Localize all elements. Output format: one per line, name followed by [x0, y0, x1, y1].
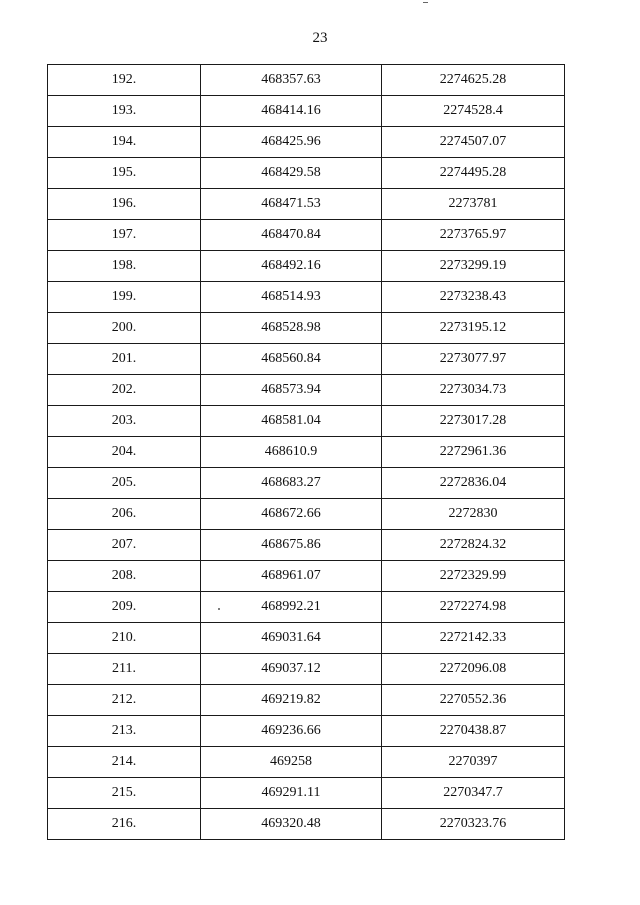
y-coordinate-cell: 2273034.73: [382, 375, 565, 406]
y-coordinate-cell: 2273238.43: [382, 282, 565, 313]
point-number-cell: 214.: [48, 747, 201, 778]
table-row: [48, 716, 565, 747]
table-row: [48, 96, 565, 127]
table-row: [48, 406, 565, 437]
point-number-cell: 196.: [48, 189, 201, 220]
y-coordinate-cell: 2272824.32: [382, 530, 565, 561]
y-coordinate-cell: 2270347.7: [382, 778, 565, 809]
y-coordinate-cell: 2273017.28: [382, 406, 565, 437]
y-coordinate-cell: 2273077.97: [382, 344, 565, 375]
x-coordinate-cell: 468470.84: [201, 220, 382, 251]
table-row: [48, 747, 565, 778]
table-row: [48, 282, 565, 313]
x-coordinate-cell: 469291.11: [201, 778, 382, 809]
scan-mark: [423, 2, 428, 3]
point-number-cell: 194.: [48, 127, 201, 158]
x-coordinate-cell: 468581.04: [201, 406, 382, 437]
point-number-cell: 197.: [48, 220, 201, 251]
y-coordinate-cell: 2273781: [382, 189, 565, 220]
x-coordinate-cell: 468425.96: [201, 127, 382, 158]
point-number-cell: 215.: [48, 778, 201, 809]
x-coordinate-cell: 469037.12: [201, 654, 382, 685]
x-coordinate-cell: 468528.98: [201, 313, 382, 344]
y-coordinate-cell: 2270552.36: [382, 685, 565, 716]
point-number-cell: 216.: [48, 809, 201, 840]
point-number-cell: 209.: [48, 592, 201, 623]
table-row: [48, 158, 565, 189]
point-number-cell: 213.: [48, 716, 201, 747]
table-row: [48, 437, 565, 468]
point-number-cell: 199.: [48, 282, 201, 313]
x-coordinate-cell: 468560.84: [201, 344, 382, 375]
x-coordinate-cell: 468992.21: [201, 592, 382, 623]
y-coordinate-cell: 2272096.08: [382, 654, 565, 685]
x-coordinate-cell: 468492.16: [201, 251, 382, 282]
y-coordinate-cell: 2274507.07: [382, 127, 565, 158]
point-number-cell: 201.: [48, 344, 201, 375]
table-row: [48, 623, 565, 654]
y-coordinate-cell: 2273299.19: [382, 251, 565, 282]
y-coordinate-cell: 2274528.4: [382, 96, 565, 127]
x-coordinate-cell: 469258: [201, 747, 382, 778]
table-row: [48, 685, 565, 716]
x-coordinate-cell: 469219.82: [201, 685, 382, 716]
x-coordinate-cell: 469031.64: [201, 623, 382, 654]
y-coordinate-cell: 2272830: [382, 499, 565, 530]
x-coordinate-cell: 468683.27: [201, 468, 382, 499]
point-number-cell: 212.: [48, 685, 201, 716]
table-row: [48, 251, 565, 282]
x-coordinate-cell: 468961.07: [201, 561, 382, 592]
point-number-cell: 200.: [48, 313, 201, 344]
point-number-cell: 195.: [48, 158, 201, 189]
point-number-cell: 208.: [48, 561, 201, 592]
point-number-cell: 210.: [48, 623, 201, 654]
x-coordinate-cell: 468514.93: [201, 282, 382, 313]
table-row: [48, 468, 565, 499]
y-coordinate-cell: 2270323.76: [382, 809, 565, 840]
table-row: [48, 592, 565, 623]
table-row: [48, 809, 565, 840]
table-row: [48, 499, 565, 530]
x-coordinate-cell: 468672.66: [201, 499, 382, 530]
point-number-cell: 202.: [48, 375, 201, 406]
point-number-cell: 198.: [48, 251, 201, 282]
x-coordinate-cell: 468429.58: [201, 158, 382, 189]
table-row: [48, 127, 565, 158]
x-coordinate-cell: 469320.48: [201, 809, 382, 840]
coordinates-table: [47, 64, 565, 840]
y-coordinate-cell: 2274495.28: [382, 158, 565, 189]
x-coordinate-cell: 468471.53: [201, 189, 382, 220]
x-coordinate-cell: 469236.66: [201, 716, 382, 747]
point-number-cell: 193.: [48, 96, 201, 127]
x-coordinate-cell: 468573.94: [201, 375, 382, 406]
point-number-cell: 205.: [48, 468, 201, 499]
table-row: [48, 561, 565, 592]
table-row: [48, 313, 565, 344]
x-coordinate-cell: 468675.86: [201, 530, 382, 561]
point-number-cell: 207.: [48, 530, 201, 561]
x-coordinate-cell: 468357.63: [201, 65, 382, 96]
y-coordinate-cell: 2272142.33: [382, 623, 565, 654]
table-row: [48, 220, 565, 251]
table-row: [48, 375, 565, 406]
point-number-cell: 206.: [48, 499, 201, 530]
table-row: [48, 344, 565, 375]
x-coordinate-cell: 468414.16: [201, 96, 382, 127]
point-number-cell: 211.: [48, 654, 201, 685]
scan-speck: [218, 608, 220, 610]
y-coordinate-cell: 2272274.98: [382, 592, 565, 623]
table-row: [48, 530, 565, 561]
y-coordinate-cell: 2273765.97: [382, 220, 565, 251]
y-coordinate-cell: 2274625.28: [382, 65, 565, 96]
table-row: [48, 189, 565, 220]
table-row: [48, 65, 565, 96]
table-row: [48, 778, 565, 809]
coordinates-table-body: [48, 65, 565, 840]
table-row: [48, 654, 565, 685]
point-number-cell: 204.: [48, 437, 201, 468]
x-coordinate-cell: 468610.9: [201, 437, 382, 468]
y-coordinate-cell: 2272961.36: [382, 437, 565, 468]
y-coordinate-cell: 2270397: [382, 747, 565, 778]
y-coordinate-cell: 2272329.99: [382, 561, 565, 592]
point-number-cell: 203.: [48, 406, 201, 437]
point-number-cell: 192.: [48, 65, 201, 96]
y-coordinate-cell: 2272836.04: [382, 468, 565, 499]
y-coordinate-cell: 2273195.12: [382, 313, 565, 344]
y-coordinate-cell: 2270438.87: [382, 716, 565, 747]
page-number: 23: [312, 30, 328, 46]
